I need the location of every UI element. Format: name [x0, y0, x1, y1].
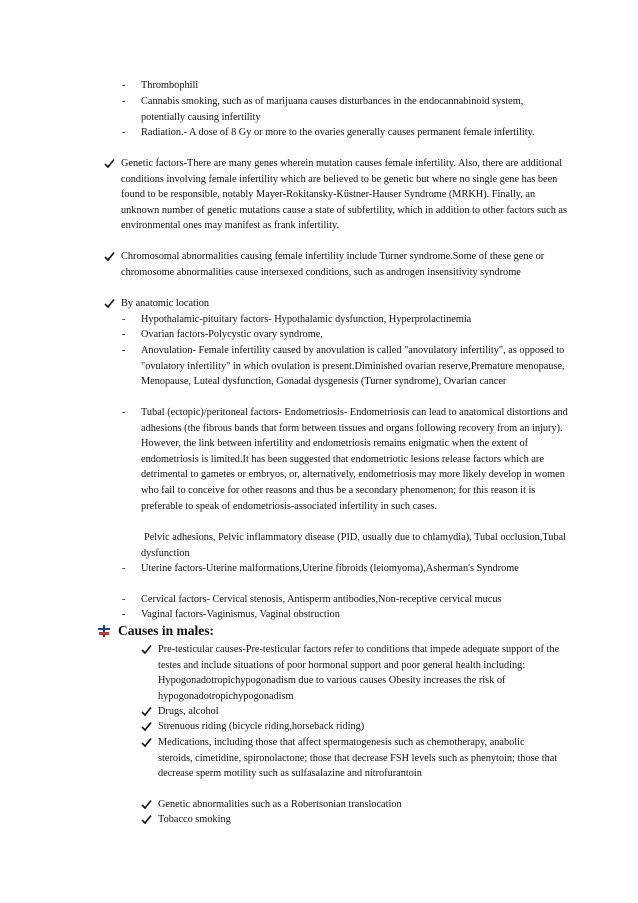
list-item-text: Thrombophili	[141, 80, 199, 91]
checkmark-icon	[104, 158, 115, 169]
anatomic-location-label: By anatomic location	[121, 298, 210, 309]
list-item	[141, 812, 561, 828]
checkmark-icon	[104, 251, 115, 262]
dash-bullet: -	[122, 609, 126, 620]
dash-bullet: -	[122, 345, 126, 356]
list-item	[122, 312, 582, 328]
list-item	[141, 642, 561, 704]
list-item-text: Cervical factors- Cervical stenosis, Antisperm antibodies,Non-receptive cervical mucus	[141, 594, 502, 605]
checkmark-icon	[104, 298, 115, 309]
list-item-text: Cannabis smoking, such as of marijuana causes disturbances in the endocannabinoid system, potentially causing infertility	[141, 96, 524, 123]
list-item	[122, 592, 592, 608]
list-item	[122, 327, 582, 343]
list-item-text: Strenuous riding (bicycle riding,horseback riding)	[158, 721, 365, 732]
list-item-text: Uterine factors-Uterine malformations,Uterine fibroids (leiomyoma),Asherman's Syndrome	[141, 563, 519, 574]
pelvic-text-block	[141, 530, 571, 561]
list-item-text: Pre-testicular causes-Pre-testicular factors refer to conditions that impede adequate support of the testes and include situations of poor hormonal support and poor general health including: Hypogonadotropichypogonadism due to various causes Obesity increases the risk of hypogonadotropichypogonadism	[158, 644, 560, 702]
list-item	[141, 735, 561, 782]
list-item	[122, 561, 542, 577]
list-item	[104, 156, 574, 234]
list-item	[141, 719, 561, 735]
dash-bullet: -	[122, 314, 126, 325]
pelvic-text: Pelvic adhesions, Pelvic inflammatory disease (PID, usually due to chlamydia), Tubal occlusion,Tubal dysfunction	[141, 532, 567, 559]
list-item-text: Medications, including those that affect spermatogenesis such as chemotherapy, anabolic steroids, cimetidine, spironolactone; those that decrease FSH levels such as phenytoin; those that decrease sperm motility such as sulfasalazine and nitrofurantoin	[158, 737, 558, 780]
dash-bullet: -	[122, 594, 126, 605]
checkmark-icon	[141, 706, 152, 717]
list-item-text: Vaginal factors-Vaginismus, Vaginal obstruction	[141, 609, 340, 620]
list-item-text: Drugs, alcohol	[158, 706, 219, 717]
dash-bullet: -	[122, 80, 126, 91]
checkmark-icon	[141, 644, 152, 655]
list-item	[141, 797, 561, 813]
genetic-factors-text: Genetic factors-There are many genes wherein mutation causes female infertility. Also, there are additional conditions involving female infertility which are believed to be genetic but where no single gene has been found to be responsible, notably Mayer-Rokitansky-Küstner-Hauser Syndrome (MRKH). Finally, an unknown number of genetic mutations cause a state of subfertility, which in addition to other factors such as environmental ones may manifest as frank infertility.	[121, 158, 567, 232]
list-item	[122, 125, 562, 141]
list-item-text: Hypothalamic-pituitary factors- Hypothalamic dysfunction, Hyperprolactinemia	[141, 314, 472, 325]
flag-bullet-icon	[98, 625, 111, 637]
dash-bullet: -	[122, 329, 126, 340]
list-item	[104, 296, 574, 312]
dash-bullet: -	[122, 407, 126, 418]
list-item-text: Tubal (ectopic)/peritoneal factors- Endometriosis- Endometriosis can lead to anatomical distortions and adhesions (the fibrous bands that form between tissues and organs following recovery from an injury). However, the link between infertility and endometriosis remains enigmatic when the extent of endometriosis is limited.It has been suggested that endometriotic lesions release factors which are detrimental to gametes or embryos, or, alternatively, endometriosis may more likely develop in women who fail to conceive for other reasons and thus be a secondary phenomenon; for this reason it is preferable to speak of endometriosis-associated infertility in such cases.	[141, 407, 568, 512]
males-heading: Causes in males:	[118, 623, 215, 638]
list-item	[122, 405, 572, 514]
list-item-text: Tobacco smoking	[158, 814, 231, 825]
list-item	[122, 78, 582, 94]
chromosomal-text: Chromosomal abnormalities causing female infertility include Turner syndrome.Some of these gene or chromosome abnormalities cause intersexed conditions, such as androgen insensitivity syndrome	[121, 251, 545, 278]
list-item	[141, 704, 561, 720]
checkmark-icon	[141, 814, 152, 825]
list-item	[104, 249, 574, 280]
dash-bullet: -	[122, 96, 126, 107]
list-item-text: Radiation.- A dose of 8 Gy or more to the ovaries generally causes permanent female infertility.	[141, 127, 535, 138]
list-item	[122, 343, 572, 390]
males-heading-row	[98, 623, 398, 639]
checkmark-icon	[141, 721, 152, 732]
list-item-text: Ovarian factors-Polycystic ovary syndrome,	[141, 329, 323, 340]
dash-bullet: -	[122, 127, 126, 138]
list-item	[122, 94, 562, 125]
checkmark-icon	[141, 737, 152, 748]
list-item	[122, 607, 582, 623]
checkmark-icon	[141, 799, 152, 810]
list-item-text: Anovulation- Female infertility caused by anovulation is called "anovulatory infertility", as opposed to "ovulatory infertility" in which ovulation is present.Diminished ovarian reserve,Premature menopause, Menopause, Luteal dysfunction, Gonadal dysgenesis (Turner syndrome), Ovarian cancer	[141, 345, 565, 388]
list-item-text: Genetic abnormalities such as a Robertsonian translocation	[158, 799, 402, 810]
dash-bullet: -	[122, 563, 126, 574]
